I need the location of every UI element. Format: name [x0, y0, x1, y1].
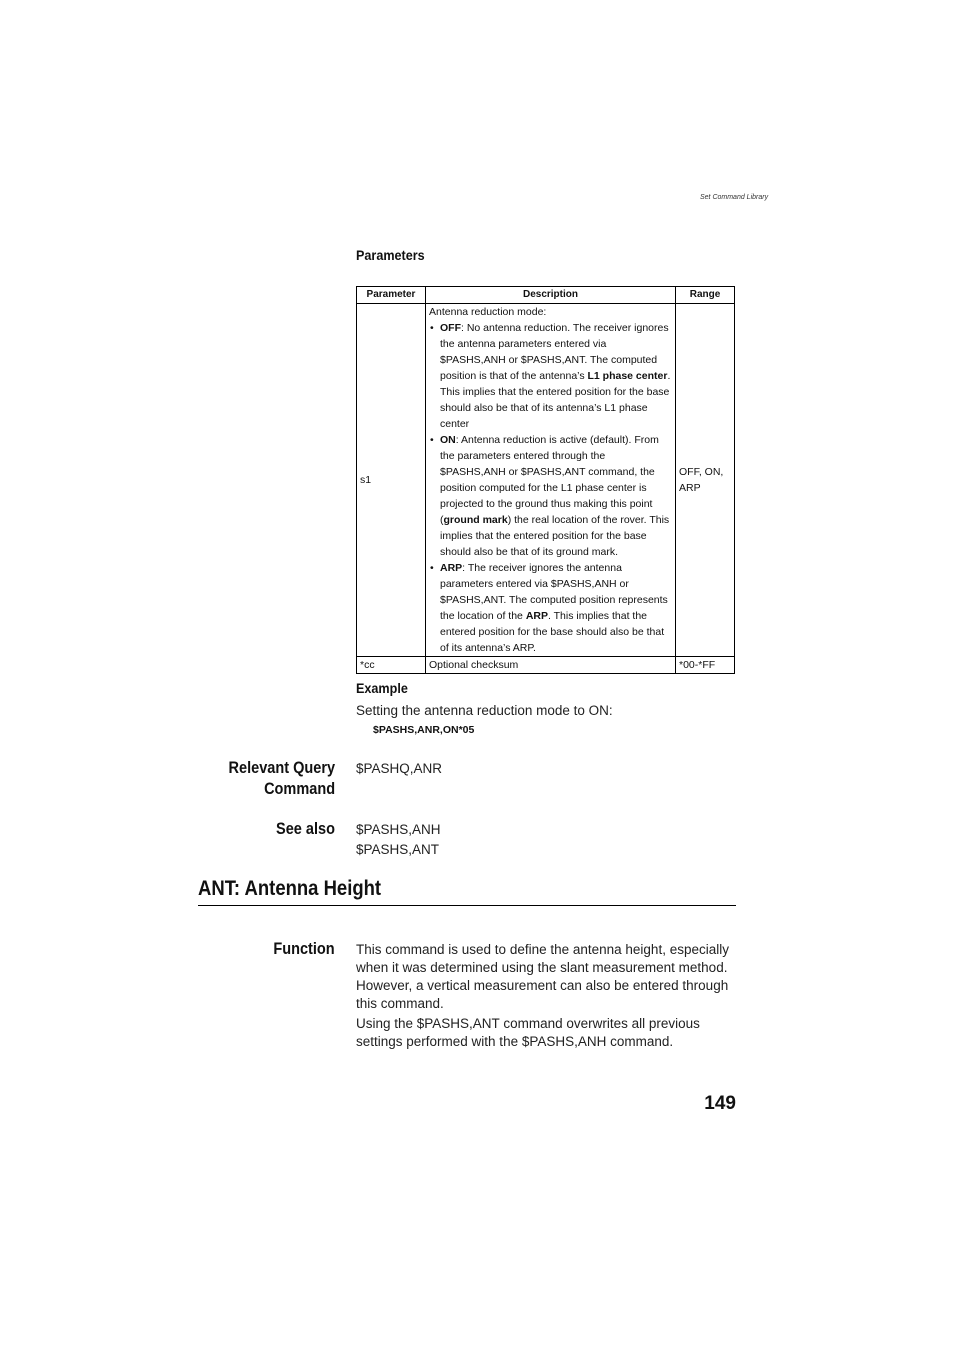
table-header-row [357, 287, 735, 304]
relevant-query-label: Relevant Query Command [228, 759, 335, 798]
example-code: $PASHS,ANR,ON*05 [373, 724, 475, 736]
running-head: Set Command Library [700, 194, 769, 201]
option-list [429, 320, 672, 656]
column-header-description: Description [426, 287, 676, 304]
range-cell: OFF, ON, ARP [676, 304, 735, 657]
see-also-item: $PASHS,ANH [356, 822, 441, 837]
function-label: Function [273, 940, 335, 958]
section-rule [198, 905, 736, 906]
range-cell: *00-*FF [676, 657, 735, 674]
list-item: • ON: Antenna reduction is active (default). From the parameters entered through the $PASHS,ANH or $PASHS,ANT command, the position computed for the L1 phase center is projected to the ground thus making this point (ground mark) the real location of the rover. This implies that the entered position for the base should also be that of its ground mark. [440, 432, 672, 560]
see-also-label: See also [276, 820, 335, 838]
parameters-heading: Parameters [356, 247, 425, 263]
description-cell: Optional checksum [426, 657, 676, 674]
table-row [357, 657, 735, 674]
list-item: • OFF: No antenna reduction. The receiver ignores the antenna parameters entered via $PASHS,ANH or $PASHS,ANT. The computed position is that of the antenna’s L1 phase center. This implies that the entered position for the base should also be that of its antenna’s L1 phase center [440, 320, 672, 432]
description-intro: Antenna reduction mode: [429, 306, 547, 318]
column-header-range: Range [676, 287, 735, 304]
list-item: • ARP: The receiver ignores the antenna parameters entered via $PASHS,ANH or $PASHS,ANT. The computed position represents the location of the ARP. This implies that the entered position for the base should also be that of its antenna’s ARP. [440, 560, 672, 656]
example-text: Setting the antenna reduction mode to ON: [356, 703, 613, 718]
param-cell: *cc [357, 657, 426, 674]
table-row [357, 304, 735, 657]
see-also-item: $PASHS,ANT [356, 842, 440, 857]
section-title: ANT: Antenna Height [198, 877, 382, 900]
description-cell [426, 304, 676, 657]
function-paragraph: Using the $PASHS,ANT command overwrites all previous settings performed with the $PASHS,ANH command. [356, 1016, 700, 1049]
param-cell: s1 [357, 304, 426, 657]
example-heading: Example [356, 680, 408, 696]
page-number: 149 [704, 1093, 736, 1114]
relevant-query-value: $PASHQ,ANR [356, 761, 443, 776]
function-paragraph: This command is used to define the antenna height, especially when it was determined using the slant measurement method. However, a vertical measurement can also be entered through this command. [356, 942, 729, 1011]
parameters-table [356, 286, 735, 674]
column-header-parameter: Parameter [357, 287, 426, 304]
